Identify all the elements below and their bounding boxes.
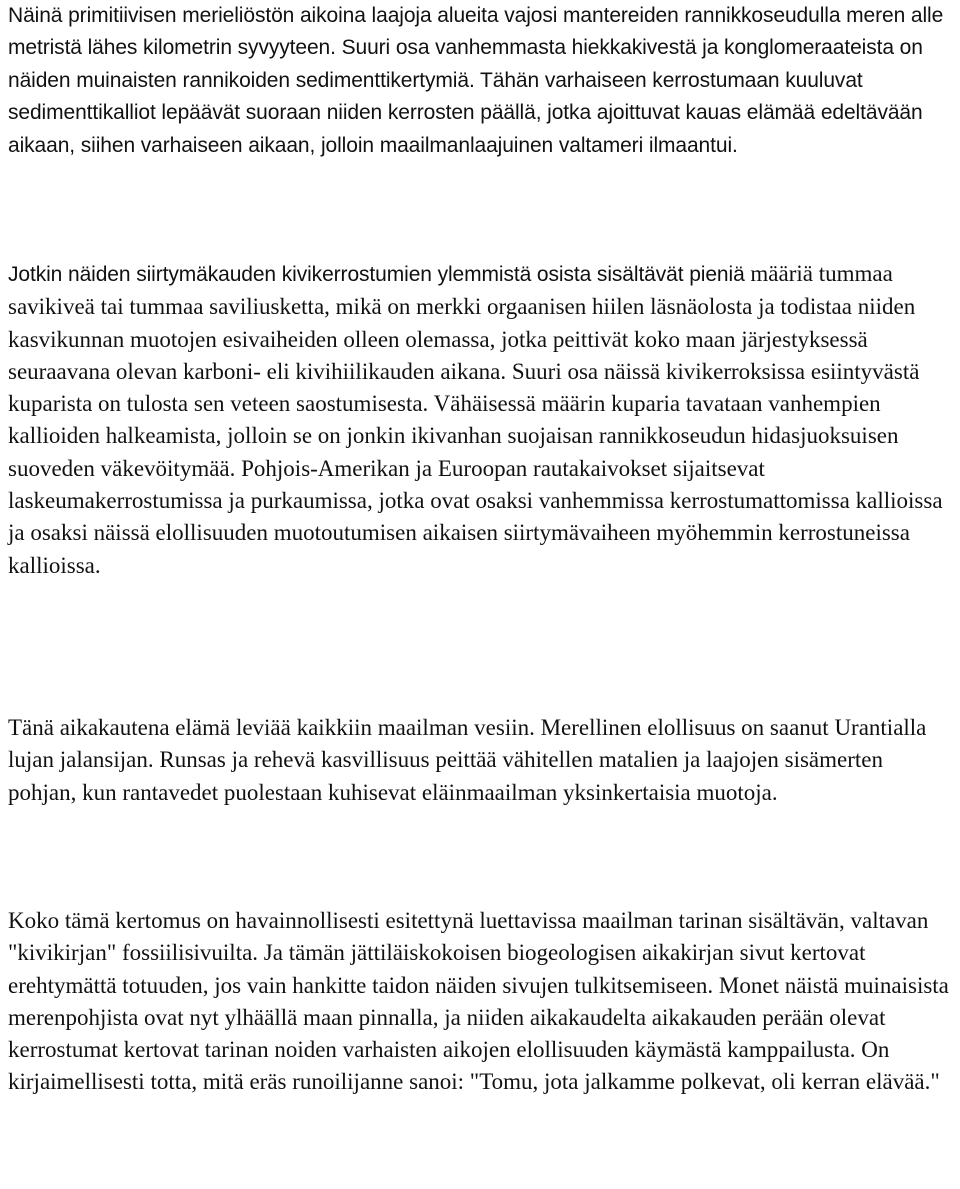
paragraph-2-sans-run: Jotkin näiden siirtymäkauden kivikerrostumien ylemmistä osista sisältävät pieniä [8, 263, 745, 286]
paragraph-3: Tänä aikakautena elämä leviää kaikkiin maailman vesiin. Merellinen elollisuus on saanut Urantialla lujan jalansijan. Runsas ja rehevä kasvillisuus peittää vähitellen matalien ja laajojen sisämerten pohjan, kun rantavedet puolestaan kuhisevat eläinmaailman yksinkertaisia muotoja. [8, 715, 927, 805]
paragraph-1: Näinä primitiivisen merieliöstön aikoina laajoja alueita vajosi mantereiden rannikkoseudulla meren alle metristä lähes kilometrin syvyyteen. Suuri osa vanhemmasta hiekkakivestä ja konglomeraateista on näiden muinaisten rannikoiden sedimenttikertymiä. Tähän varhaiseen kerrostumaan kuuluvat sedimenttikalliot lepäävät suoraan niiden kerrosten päällä, jotka ajoittuvat kauas elämää edeltävään aikaan, siihen varhaiseen aikaan, jolloin maailmanlaajuinen valtameri ilmaantui. [8, 4, 944, 157]
paragraph-4: Koko tämä kertomus on havainnollisesti esitettynä luettavissa maailman tarinan sisältävän, valtavan "kivikirjan" fossiilisivuilta. Ja tämän jättiläiskokoisen biogeologisen aikakirjan sivut kertovat erehtymättä totuuden, jos vain hankitte taidon näiden sivujen tulkitsemiseen. Monet näistä muinaisista merenpohjista ovat nyt ylhäällä maan pinnalla, ja niiden aikakaudelta aikakauden perään olevat kerrostumat kertovat tarinan noiden varhaisten aikojen elollisuuden käymästä kamppailusta. On kirjaimellisesti totta, mitä eräs runoilijanne sanoi: "Tomu, jota jalkamme polkevat, oli kerran elävää." [8, 908, 949, 1095]
paragraph-2 [8, 258, 956, 582]
paragraph-2-serif-run: määriä tummaa savikiveä tai tummaa saviliusketta, mikä on merkki orgaanisen hiilen läsnäolosta ja todistaa niiden kasvikunnan muotojen esivaiheiden olleen olemassa, jotka peittivät koko maan järjestyksessä seuraavana olevan karboni- eli kivihiilikauden aikana. Suuri osa näissä kivikerroksissa esiintyvästä kuparista on tulosta sen veteen saostumisesta. Vähäisessä määrin kuparia tavataan vanhempien kallioiden halkeamista, jolloin se on jonkin ikivanhan suojaisan rannikkoseudun hidasjuoksuisen suoveden väkevöitymää. Pohjois-Amerikan ja Euroopan rautakaivokset sijaitsevat laskeumakerrostumissa ja purkaumissa, jotka ovat osaksi vanhemmissa kerrostumattomissa kallioissa ja osaksi näissä elollisuuden muotoutumisen aikaisen siirtymävaiheen myöhemmin kerrostuneissa kallioissa. [8, 261, 943, 578]
